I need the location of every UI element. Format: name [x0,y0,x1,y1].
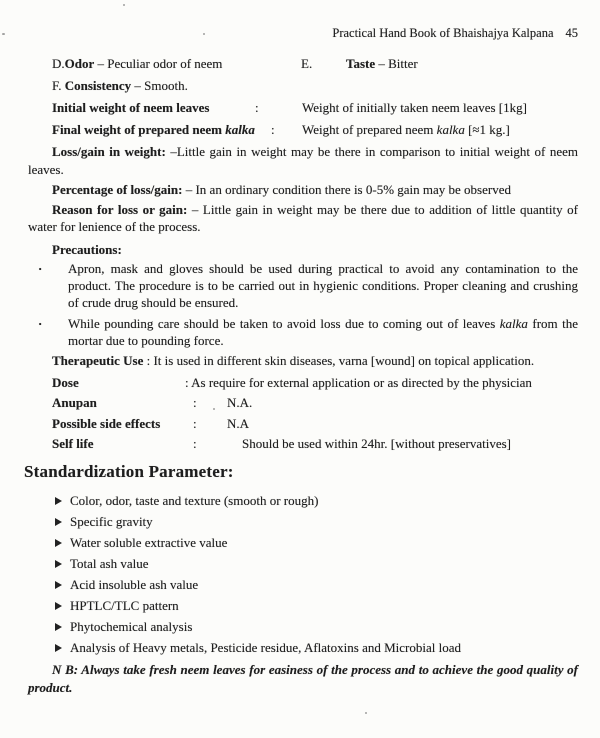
precautions-heading: Precautions: [52,241,122,257]
anupan-value: N.A. [227,395,253,410]
side-effects-label: Possible side effects [52,415,161,431]
therapeutic-use-line: Therapeutic Use : It is used in different skin diseases, varna [wound] on topical application. [52,352,535,368]
standardization-list [28,490,578,658]
standardization-item: HPTLC/TLC pattern [28,595,578,616]
standardization-item: Acid insoluble ash value [28,574,578,595]
precaution-item: · Apron, mask and gloves should be used during practical to avoid any contamination to the product. The procedure is to be carried out in hygienic conditions. Proper cleaning and crushing of crude drug should be ensured. [38,260,578,310]
arrowhead-right-icon [55,581,62,589]
consistency-line: F. Consistency – Smooth. [52,78,188,93]
initial-weight-value: Weight of initially taken neem leaves [1kg] [302,100,527,115]
percentage-paragraph: Percentage of loss/gain: – In an ordinary condition there is 0-5% gain may be observed [52,182,511,197]
bullet-dot-icon: · [38,315,43,331]
initial-weight-row [28,99,578,116]
nota-bene-paragraph: N B: Always take fresh neem leaves for easiness of the process and to achieve the good quality of product. [28,662,579,695]
precaution-item: · While pounding care should be taken to avoid loss due to coming out of leaves kalka from the mortar due to pounding force. [38,315,578,348]
standardization-item: Color, odor, taste and texture (smooth or rough) [28,490,578,511]
page-content [24,0,579,696]
page-number: 45 [565,26,578,40]
reason-paragraph: Reason for loss or gain: – Little gain in weight may be there due to addition of little quantity of water for lenience of the process. [28,201,579,234]
taste-value: – Bitter [375,56,418,71]
taste-label: Taste [346,56,376,71]
scan-speck [365,712,367,714]
arrowhead-right-icon [55,644,62,652]
book-title: Practical Hand Book of Bhaishajya Kalpana [332,26,554,40]
colon-separator: : [271,122,275,137]
standardization-item: Water soluble extractive value [28,532,578,553]
nb-label: N B: [52,662,79,677]
standardization-item: Analysis of Heavy metals, Pesticide residue, Aflatoxins and Microbial load [28,637,578,658]
arrowhead-right-icon [55,623,62,631]
colon-separator: : [193,395,197,410]
taste-letter: E. [301,56,313,71]
loss-gain-label: Loss/gain in weight: [52,144,166,159]
standardization-item: Specific gravity [28,511,578,532]
reason-label: Reason for loss or gain: [52,201,188,217]
self-life-row [28,435,578,452]
odor-entry: D.Odor – Peculiar odor of neem [52,56,223,71]
odor-value: – Peculiar odor of neem [94,56,223,71]
arrowhead-right-icon [55,518,62,526]
odor-taste-line [28,55,578,72]
final-weight-label: Final weight of prepared neem kalka [52,122,255,137]
initial-weight-label: Initial weight of neem leaves [52,100,210,115]
anupan-label: Anupan [52,395,97,410]
consistency-value: – Smooth. [131,78,188,93]
side-effects-value: N.A [227,415,250,431]
scan-speck [2,33,5,35]
loss-gain-paragraph: Loss/gain in weight: –Little gain in weight may be there in comparison to initial weight of neem leaves. [28,144,578,177]
consistency-label: Consistency [64,78,132,93]
percentage-label: Percentage of loss/gain: [52,182,183,197]
self-life-label: Self life [52,436,94,451]
taste-entry [346,55,418,72]
anupan-row [28,394,578,411]
odor-label: Odor [64,56,95,71]
dose-row [28,374,578,391]
standardization-item: Phytochemical analysis [28,616,578,637]
final-weight-value: Weight of prepared neem kalka [≈1 kg.] [302,122,510,137]
final-weight-row [28,121,578,138]
colon-separator: : [193,415,197,431]
arrowhead-right-icon [55,497,62,505]
colon-separator: : [255,100,259,115]
self-life-value: Should be used within 24hr. [without preservatives] [242,436,511,451]
running-header [28,25,578,41]
therapeutic-use-label: Therapeutic Use [52,352,144,368]
side-effects-row [28,415,578,432]
standardization-item: Total ash value [28,553,578,574]
bullet-dot-icon: · [38,260,43,276]
standardization-heading: Standardization Parameter: [24,462,234,481]
colon-separator: : [193,436,197,451]
arrowhead-right-icon [55,602,62,610]
dose-value: : As require for external application or as directed by the physician [185,374,532,390]
arrowhead-right-icon [55,539,62,547]
dose-label: Dose [52,374,79,390]
arrowhead-right-icon [55,560,62,568]
